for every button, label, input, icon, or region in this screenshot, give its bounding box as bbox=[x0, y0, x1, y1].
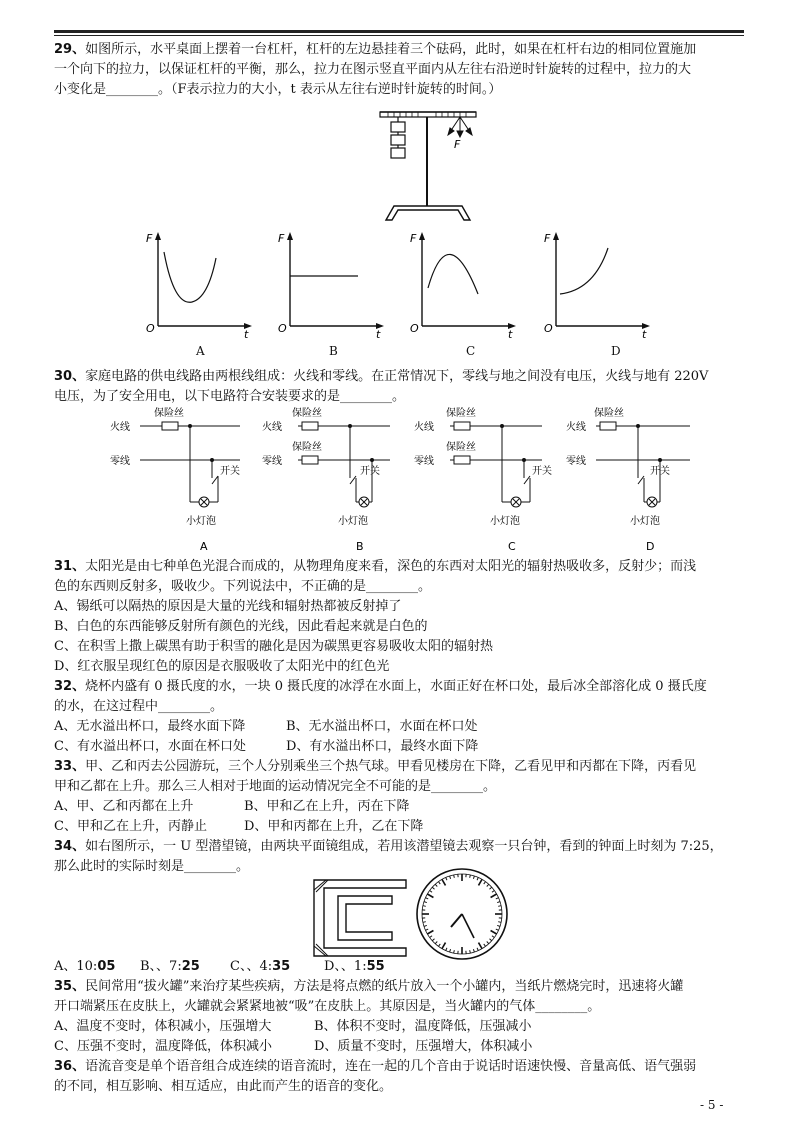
question-35-option-d: D、质量不变时，压强增大，体积减小 bbox=[314, 1039, 533, 1054]
svg-text:t: t bbox=[376, 328, 381, 338]
question-33-options-row2 bbox=[54, 818, 744, 836]
clock-figure bbox=[414, 866, 510, 962]
question-32-option-b: B、无水溢出杯口，水面在杯口处 bbox=[286, 719, 478, 734]
question-30-line2: 电压，为了安全用电，以下电路符合安装要求的是________。 bbox=[54, 389, 406, 404]
question-32-option-c: C、有水溢出杯口，水面在杯口处 bbox=[54, 739, 246, 754]
svg-text:保险丝: 保险丝 bbox=[446, 442, 476, 453]
question-35-option-b: B、体积不变时，温度降低，压强减小 bbox=[314, 1019, 532, 1034]
question-35-line1: 35、民间常用“拔火罐”来治疗某些疾病，方法是将点燃的纸片放入一个小罐内，当纸片燃烧完时，迅速将火罐 bbox=[54, 979, 684, 994]
question-33-option-a: A、甲、乙和丙都在上升 bbox=[54, 799, 194, 814]
header-rule-thick bbox=[54, 30, 744, 33]
question-31-option-c: C、在积雪上撒上碳黑有助于积雪的融化是因为碳黑更容易吸收太阳的辐射热 bbox=[54, 639, 493, 654]
svg-text:小灯泡: 小灯泡 bbox=[186, 516, 216, 527]
svg-text:保险丝: 保险丝 bbox=[446, 408, 476, 419]
svg-text:零线: 零线 bbox=[262, 456, 282, 467]
svg-text:F: F bbox=[410, 232, 417, 245]
question-35-options-row1 bbox=[54, 1018, 744, 1036]
svg-text:小灯泡: 小灯泡 bbox=[490, 516, 520, 527]
question-35-option-a: A、温度不变时，体积减小，压强增大 bbox=[54, 1019, 272, 1034]
svg-text:O: O bbox=[410, 322, 419, 335]
question-29-line3: 小变化是________。（F表示拉力的大小，t 表示从左往右逆时针旋转的时间。） bbox=[54, 82, 502, 97]
question-32-option-d: D、有水溢出杯口，最终水面下降 bbox=[286, 739, 479, 754]
graph-d bbox=[538, 228, 658, 338]
clock-tick bbox=[423, 922, 426, 923]
svg-text:保险丝: 保险丝 bbox=[154, 408, 184, 419]
graph-b-label: B bbox=[329, 344, 338, 358]
svg-text:小灯泡: 小灯泡 bbox=[338, 516, 368, 527]
graph-a-label: A bbox=[196, 344, 205, 358]
svg-text:开关: 开关 bbox=[650, 466, 670, 477]
svg-text:开关: 开关 bbox=[360, 466, 380, 477]
question-32-options-row2 bbox=[54, 738, 744, 756]
graph-c-label: C bbox=[466, 344, 476, 358]
clock-tick bbox=[454, 875, 455, 878]
question-34-line2: 那么此时的实际时刻是________。 bbox=[54, 859, 250, 874]
periscope-figure bbox=[312, 878, 408, 958]
svg-text:开关: 开关 bbox=[532, 466, 552, 477]
clock-tick bbox=[454, 950, 455, 953]
svg-text:A: A bbox=[200, 540, 208, 553]
svg-text:小灯泡: 小灯泡 bbox=[630, 516, 660, 527]
svg-text:零线: 零线 bbox=[566, 456, 586, 467]
question-34-option-c: C、、4:35 bbox=[230, 959, 291, 974]
graph-b bbox=[272, 228, 392, 338]
svg-text:C: C bbox=[508, 540, 516, 553]
force-arrows bbox=[448, 117, 472, 137]
clock-tick bbox=[423, 906, 426, 907]
clock-tick bbox=[470, 875, 471, 878]
svg-text:保险丝: 保险丝 bbox=[292, 408, 322, 419]
question-33-options-row1 bbox=[54, 798, 744, 816]
graph-c bbox=[404, 228, 524, 338]
question-35-options-row2 bbox=[54, 1038, 744, 1056]
svg-text:保险丝: 保险丝 bbox=[292, 442, 322, 453]
question-33-line1: 33、甲、乙和丙去公园游玩，三个人分别乘坐三个热气球。甲看见楼房在下降，乙看见甲和丙都在下降，丙看见 bbox=[54, 759, 697, 774]
page-number: - 5 - bbox=[700, 1098, 724, 1112]
graph-a bbox=[140, 228, 260, 338]
question-33-line2: 甲和乙都在上升。那么三人相对于地面的运动情况完全不可能的是________。 bbox=[54, 779, 497, 794]
svg-text:t: t bbox=[244, 328, 249, 338]
svg-text:t: t bbox=[642, 328, 647, 338]
svg-text:火线: 火线 bbox=[262, 422, 282, 433]
svg-text:O: O bbox=[544, 322, 553, 335]
question-34-option-a: A、10:05 bbox=[54, 959, 116, 974]
svg-text:火线: 火线 bbox=[110, 422, 130, 433]
svg-text:火线: 火线 bbox=[566, 422, 586, 433]
question-31-option-a: A、锡纸可以隔热的原因是大量的光线和辐射热都被反射掉了 bbox=[54, 599, 402, 614]
clock-tick bbox=[470, 950, 471, 953]
graph-d-label: D bbox=[611, 344, 621, 358]
curve-a bbox=[164, 252, 216, 302]
svg-text:火线: 火线 bbox=[414, 422, 434, 433]
circuit-c bbox=[450, 422, 542, 507]
question-31-line2: 色的东西则反射多，吸收少。下列说法中，不正确的是________。 bbox=[54, 579, 432, 594]
circuit-b bbox=[298, 422, 390, 507]
svg-text:D: D bbox=[646, 540, 655, 553]
question-34-options bbox=[54, 958, 744, 976]
svg-text:F: F bbox=[544, 232, 551, 245]
clock-tick bbox=[498, 922, 501, 923]
question-31-option-d: D、红衣服呈现红色的原因是衣服吸收了太阳光中的红色光 bbox=[54, 659, 390, 674]
hanging-weights bbox=[391, 117, 405, 158]
question-35-line2: 开口端紧压在皮肤上，火罐就会紧紧地被“吸”在皮肤上。其原因是，当火罐内的气体________。 bbox=[54, 999, 601, 1014]
question-32-option-a: A、无水溢出杯口，最终水面下降 bbox=[54, 719, 246, 734]
lever-figure bbox=[378, 106, 478, 222]
question-34-line1: 34、如右图所示，一 U 型潜望镜，由两块平面镜组成，若用该潜望镜去观察一只台钟，看到的钟面上时刻为 7:25， bbox=[54, 839, 723, 854]
circuit-diagrams bbox=[110, 404, 710, 554]
question-34-option-d: D、、1:55 bbox=[324, 959, 385, 974]
question-32-line1: 32、烧杯内盛有 0 摄氏度的水，一块 0 摄氏度的冰浮在水面上，水面正好在杯口处，最后冰全部溶化成 0 摄氏度 bbox=[54, 679, 707, 694]
curve-c bbox=[428, 254, 478, 294]
curve-d bbox=[560, 248, 608, 294]
svg-text:O: O bbox=[278, 322, 287, 335]
question-31-line1: 31、太阳光是由七种单色光混合而成的，从物理角度来看，深色的东西对太阳光的辐射热吸收多，反射少；而浅 bbox=[54, 559, 697, 574]
lever-force-label: F bbox=[454, 138, 461, 151]
question-32-options-row1 bbox=[54, 718, 744, 736]
svg-text:保险丝: 保险丝 bbox=[594, 408, 624, 419]
circuit-a bbox=[140, 422, 240, 507]
question-33-option-d: D、甲和丙都在上升，乙在下降 bbox=[244, 819, 424, 834]
question-34-option-b: B、、7:25 bbox=[140, 959, 200, 974]
clock-tick bbox=[498, 906, 501, 907]
question-32-line2: 的水，在这过程中________。 bbox=[54, 699, 224, 714]
svg-text:零线: 零线 bbox=[110, 456, 130, 467]
question-29-line2: 一个向下的拉力，以保证杠杆的平衡，那么，拉力在图示竖直平面内从左往右沿逆时针旋转的过程中，拉力的大 bbox=[54, 62, 692, 77]
question-36-line1: 36、语流音变是单个语音组合成连续的语音流时，连在一起的几个音由于说话时语速快慢、音量高低、语气强弱 bbox=[54, 1059, 697, 1074]
svg-text:开关: 开关 bbox=[220, 466, 240, 477]
circuit-d bbox=[596, 422, 690, 507]
svg-text:O: O bbox=[146, 322, 155, 335]
lever-base bbox=[386, 206, 470, 220]
question-33-option-c: C、甲和乙在上升，丙静止 bbox=[54, 819, 207, 834]
question-29-line1: 29、如图所示，水平桌面上摆着一台杠杆，杠杆的左边悬挂着三个砝码，此时，如果在杠杆右边的相同位置施加 bbox=[54, 42, 697, 57]
question-33-option-b: B、甲和乙在上升，丙在下降 bbox=[244, 799, 410, 814]
question-30-line1: 30、家庭电路的供电线路由两根线组成：火线和零线。在正常情况下，零线与地之间没有电压，火线与地有 220V bbox=[54, 369, 709, 384]
svg-text:F: F bbox=[278, 232, 285, 245]
svg-text:F: F bbox=[146, 232, 153, 245]
svg-text:B: B bbox=[356, 540, 364, 553]
svg-text:t: t bbox=[508, 328, 513, 338]
question-35-option-c: C、压强不变时，温度降低，体积减小 bbox=[54, 1039, 272, 1054]
header-rule-thin bbox=[54, 35, 744, 36]
question-36-line2: 的不同，相互影响、相互适应，由此而产生的语音的变化。 bbox=[54, 1079, 393, 1094]
svg-text:零线: 零线 bbox=[414, 456, 434, 467]
question-31-option-b: B、白色的东西能够反射所有颜色的光线，因此看起来就是白色的 bbox=[54, 619, 428, 634]
